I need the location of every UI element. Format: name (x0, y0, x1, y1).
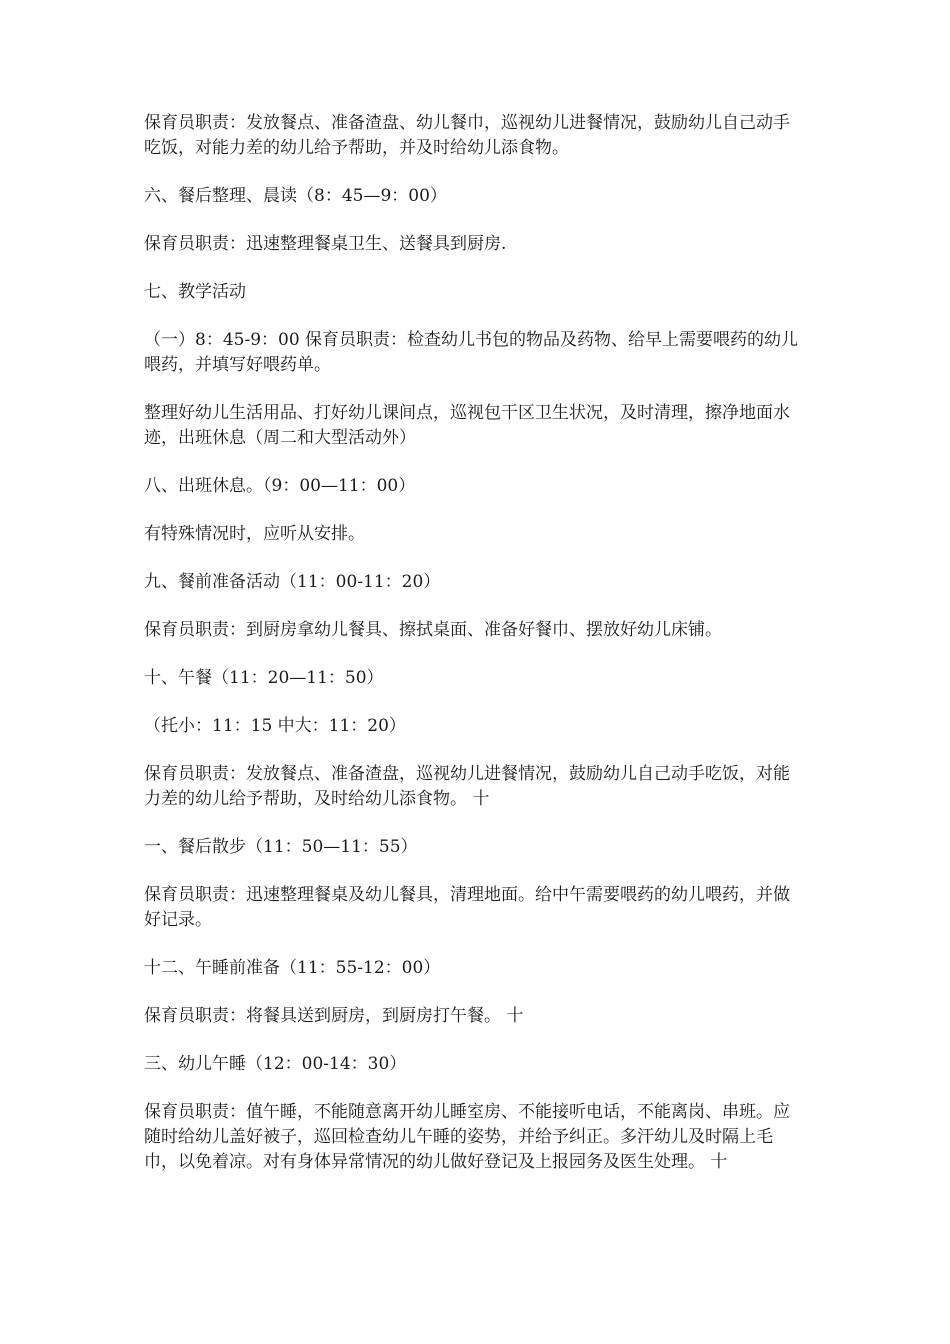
paragraph-tidy-supplies: 整理好幼儿生活用品、打好幼儿课间点，巡视包干区卫生状况，及时清理，擦净地面水迹，出班休息（周二和大型活动外） (144, 403, 790, 448)
paragraph-special-cases: 有特殊情况时，应听从安排。 (144, 524, 365, 544)
paragraph-duty-breakfast: 保育员职责：发放餐点、准备渣盘、幼儿餐巾，巡视幼儿进餐情况，鼓励幼儿自己动手吃饭，对能力差的幼儿给予帮助，并及时给幼儿添食物。 (144, 113, 790, 158)
heading-section-12: 十二、午睡前准备（11：55-12：00） (144, 958, 441, 978)
paragraph-duty-nap: 保育员职责：值午睡，不能随意离开幼儿睡室房、不能接听电话，不能离岗、串班。应随时给幼儿盖好被子，巡回检查幼儿午睡的姿势，并给予纠正。多汗幼儿及时隔上毛巾，以免着凉。对有身体异常情况的幼儿做好登记及上报园务及医生处理。 十 (144, 1102, 790, 1172)
paragraph-duty-after-breakfast: 保育员职责：迅速整理餐桌卫生、送餐具到厨房. (144, 234, 507, 254)
document-body (144, 111, 804, 1198)
paragraph-duty-after-lunch: 保育员职责：迅速整理餐桌及幼儿餐具，清理地面。给中午需要喂药的幼儿喂药，并做好记录。 (144, 885, 790, 930)
heading-section-8: 八、出班休息。（9：00—11：00） (144, 476, 416, 496)
paragraph-teaching-activity-1: （一）8：45-9：00 保育员职责：检查幼儿书包的物品及药物、给早上需要喂药的幼儿喂药，并填写好喂药单。 (144, 330, 799, 375)
paragraph-duty-lunch: 保育员职责：发放餐点、准备渣盘，巡视幼儿进餐情况，鼓励幼儿自己动手吃饭，对能力差的幼儿给予帮助，及时给幼儿添食物。 十 (144, 764, 790, 809)
paragraph-duty-pre-nap: 保育员职责：将餐具送到厨房，到厨房打午餐。 十 (144, 1006, 524, 1026)
heading-section-9: 九、餐前准备活动（11：00-11：20） (144, 572, 441, 592)
paragraph-lunch-times: （托小：11：15 中大：11：20） (144, 716, 406, 736)
heading-section-7: 七、教学活动 (144, 282, 246, 302)
heading-section-11: 一、餐后散步（11：50—11：55） (144, 837, 418, 857)
heading-section-13: 三、幼儿午睡（12：00-14：30） (144, 1054, 407, 1074)
heading-section-10: 十、午餐（11：20—11：50） (144, 668, 384, 688)
heading-section-6: 六、餐后整理、晨读（8：45—9：00） (144, 186, 447, 206)
paragraph-duty-pre-lunch: 保育员职责：到厨房拿幼儿餐具、擦拭桌面、准备好餐巾、摆放好幼儿床铺。 (144, 620, 722, 640)
